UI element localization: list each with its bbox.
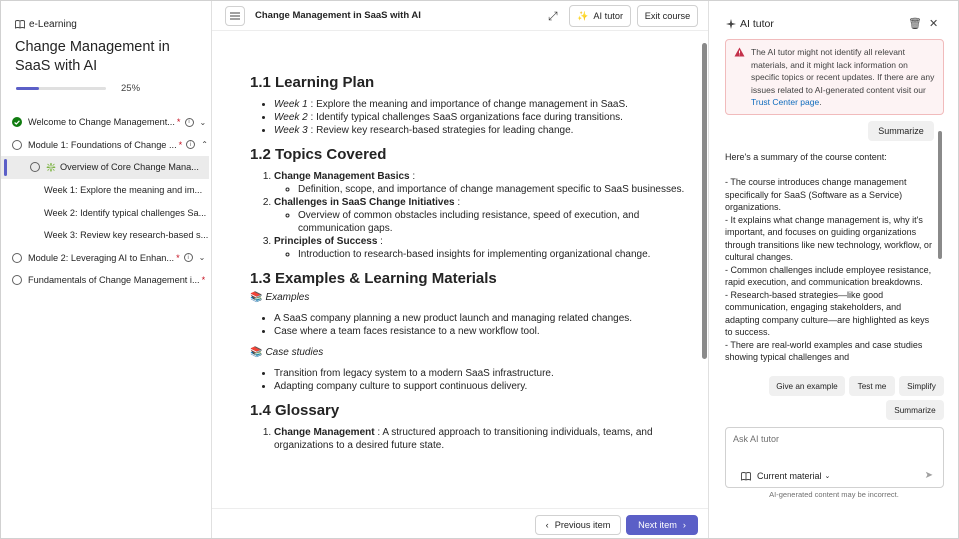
nav-item-label: Module 2: Leveraging AI to Enhan... xyxy=(28,252,175,263)
glossary-list xyxy=(274,426,700,452)
info-icon[interactable]: i xyxy=(185,118,194,127)
response-text: Here's a summary of the course content: - The course introduces change management specifically for SaaS (Software as a Service) organizations. - It explains what change management is, why it's important, and focuses on guiding organizations through transitions like new technology, workflow, or cultural changes. - Common challenges include employee resistance, rapid execution, and communication breakdowns. - Research-based strategies—like good communication, engaging stakeholders, and adapting company culture—are highlighted as keys to success. - There are real-world examples and case studies showing typical challenges and xyxy=(725,152,932,362)
nav-item-label: Week 1: Explore the meaning and im... xyxy=(44,185,203,196)
ask-input-placeholder[interactable]: Ask AI tutor xyxy=(733,434,780,444)
content-footer xyxy=(212,508,708,538)
list-item: • Case where a team faces resistance to a new workflow tool. xyxy=(274,325,700,338)
progress-fill xyxy=(16,87,39,90)
heading-glossary: 1.4 Glossary xyxy=(250,402,340,419)
sparkle-icon xyxy=(726,19,736,29)
nav-item-label: Fundamentals of Change Management i... xyxy=(28,275,200,286)
close-icon[interactable]: ✕ xyxy=(929,18,939,30)
suggestion-test-me[interactable]: Test me xyxy=(849,376,895,396)
next-item-label: Next item xyxy=(638,520,677,530)
menu-button[interactable] xyxy=(225,6,245,26)
chevron-down-icon: ⌄ xyxy=(824,473,831,480)
list-item: • A SaaS company planning a new product launch and managing related changes. xyxy=(274,312,700,325)
list-item: • Week 1 : Explore the meaning and importance of change management in SaaS. xyxy=(274,98,700,111)
incomplete-circle-icon xyxy=(12,140,22,150)
chevron-down-icon[interactable]: ⌄ xyxy=(198,253,206,263)
user-message-bubble: Summarize xyxy=(868,121,934,141)
chat-composer[interactable] xyxy=(725,427,944,488)
required-asterisk: * xyxy=(201,275,206,286)
list-item: • Week 2 : Identify typical challenges SaaS organizations face during transitions. xyxy=(274,111,700,124)
suggestion-summarize[interactable]: Summarize xyxy=(886,400,944,420)
required-asterisk: * xyxy=(176,117,181,128)
sub-list-item: ◦ Introduction to research-based insights for implementing organizational change. xyxy=(298,248,700,261)
chat-scrollbar[interactable] xyxy=(938,131,942,367)
incomplete-circle-icon xyxy=(12,275,22,285)
incomplete-circle-icon xyxy=(30,162,40,172)
list-item: 2. Challenges in SaaS Change Initiatives : ◦ Overview of common obstacles including resistance, speed of execution, and communication gaps. xyxy=(274,196,700,235)
next-item-button[interactable] xyxy=(626,515,698,535)
heading-examples: 1.3 Examples & Learning Materials xyxy=(250,270,497,287)
brand[interactable] xyxy=(15,19,77,30)
info-icon[interactable]: i xyxy=(184,253,193,262)
scrollbar-thumb[interactable] xyxy=(938,131,942,259)
required-asterisk: * xyxy=(178,139,183,150)
case-studies-list xyxy=(274,367,700,393)
examples-label: 📚 Examples xyxy=(250,292,310,303)
nav-item-overview[interactable] xyxy=(1,156,209,179)
course-sidebar xyxy=(1,1,209,538)
warning-banner xyxy=(725,39,944,115)
sub-list-item: ◦ Definition, scope, and importance of change management specific to SaaS businesses. xyxy=(298,183,700,196)
info-icon[interactable]: i xyxy=(186,140,195,149)
case-studies-label: 📚 Case studies xyxy=(250,347,324,358)
main-content-pane xyxy=(211,1,709,538)
chevron-left-icon: ‹ xyxy=(545,520,549,530)
learning-plan-list xyxy=(274,98,700,137)
ai-tutor-panel xyxy=(710,1,958,538)
incomplete-circle-icon xyxy=(12,253,22,263)
chevron-right-icon: › xyxy=(682,520,686,530)
complete-check-icon xyxy=(12,117,22,127)
send-icon[interactable]: ➤ xyxy=(924,470,933,481)
required-asterisk: * xyxy=(176,252,180,263)
nav-item-label: Welcome to Change Management... xyxy=(28,117,175,128)
warning-text: The AI tutor might not identify all relevant materials, and it might lack information on specific topics or recent updates. If there are any issues related to AI-generated content visit our xyxy=(751,47,935,95)
progress-bar xyxy=(16,87,106,90)
previous-item-label: Previous item xyxy=(554,520,611,530)
list-item: 3. Principles of Success : ◦ Introduction to research-based insights for implementing organizational change. xyxy=(274,235,700,261)
list-item: • Week 3 : Review key research-based strategies for leading change. xyxy=(274,124,700,137)
delete-icon[interactable]: 🗑 xyxy=(908,18,922,30)
heading-topics-covered: 1.2 Topics Covered xyxy=(250,146,387,163)
hamburger-icon xyxy=(230,12,240,20)
previous-item-button[interactable] xyxy=(535,515,621,535)
list-item: • Transition from legacy system to a modern SaaS infrastructure. xyxy=(274,367,700,380)
course-nav xyxy=(1,111,209,292)
suggestion-simplify[interactable]: Simplify xyxy=(899,376,944,396)
list-item: 1. Change Management : A structured approach to transitioning individuals, teams, and organizations to a desired future state. xyxy=(274,426,700,452)
assistant-response xyxy=(725,151,937,369)
sparkle-emoji: ❇️ xyxy=(46,162,56,172)
current-material-label: Current material xyxy=(757,471,822,481)
sub-list-item: ◦ Overview of common obstacles including resistance, speed of execution, and communication gaps. xyxy=(298,209,700,235)
document-title: Change Management in SaaS with AI xyxy=(255,10,421,21)
ai-tutor-button[interactable] xyxy=(569,5,631,27)
panel-title: AI tutor xyxy=(740,18,774,30)
nav-item-label: Overview of Core Change Mana... xyxy=(59,162,199,173)
list-item: • Adapting company culture to support continuous delivery. xyxy=(274,380,700,393)
course-content xyxy=(250,73,700,488)
list-item: 1. Change Management Basics : ◦ Definition, scope, and importance of change management specific to SaaS businesses. xyxy=(274,170,700,196)
nav-item-week-3[interactable] xyxy=(1,224,209,247)
nav-item-label: Module 1: Foundations of Change ... xyxy=(28,139,177,150)
brand-label: e-Learning xyxy=(29,19,77,30)
panel-header xyxy=(726,18,774,30)
book-icon xyxy=(741,472,751,481)
heading-learning-plan: 1.1 Learning Plan xyxy=(250,74,375,91)
content-scrollbar[interactable] xyxy=(701,37,707,507)
suggestion-give-example[interactable]: Give an example xyxy=(769,376,845,396)
nav-item-module-1[interactable] xyxy=(1,134,209,157)
nav-item-label: Week 2: Identify typical challenges Sa... xyxy=(44,207,207,218)
chevron-down-icon[interactable]: ⌄ xyxy=(199,117,207,127)
content-toolbar xyxy=(212,1,708,31)
trust-center-link[interactable]: Trust Center page xyxy=(751,97,820,107)
nav-item-module-2[interactable] xyxy=(1,247,209,270)
expand-icon[interactable]: ⤢ xyxy=(548,9,558,23)
exit-course-button[interactable]: Exit course xyxy=(637,5,698,27)
course-title: Change Management in SaaS with AI xyxy=(15,39,170,74)
nav-item-welcome[interactable] xyxy=(1,111,209,134)
warning-icon xyxy=(734,47,745,57)
ai-tutor-label: AI tutor xyxy=(593,11,624,21)
scrollbar-thumb[interactable] xyxy=(702,43,707,359)
ai-disclaimer: AI-generated content may be incorrect. xyxy=(769,490,899,499)
examples-list xyxy=(274,312,700,338)
warning-end: . xyxy=(819,97,822,107)
chevron-up-icon[interactable]: ⌃ xyxy=(201,140,208,150)
nav-item-week-1[interactable] xyxy=(1,179,209,202)
nav-item-label: Week 3: Review key research-based s... xyxy=(44,230,209,241)
current-material-dropdown[interactable] xyxy=(741,471,830,481)
nav-item-week-2[interactable] xyxy=(1,201,209,224)
nav-item-fundamentals[interactable] xyxy=(1,269,209,292)
book-icon xyxy=(15,20,25,29)
topics-list xyxy=(274,170,700,261)
progress-percent: 25% xyxy=(121,83,141,94)
sparkle-icon: ✨ xyxy=(576,10,589,21)
